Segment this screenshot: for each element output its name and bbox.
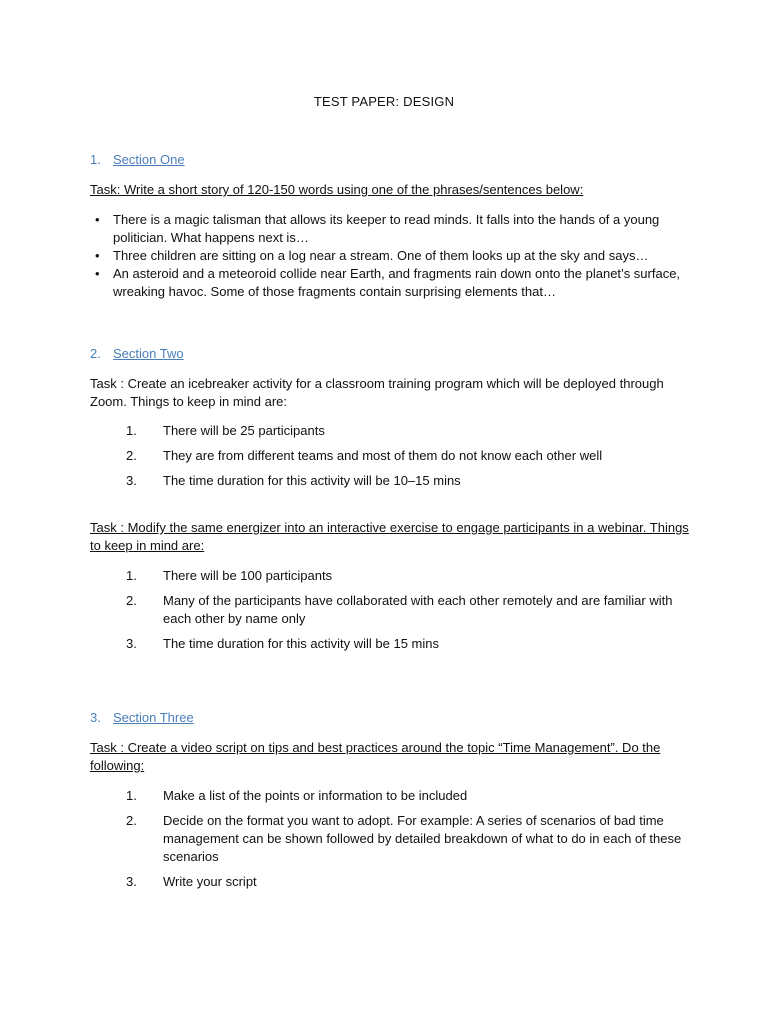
list-item — [126, 873, 686, 891]
bullet-icon: • — [95, 212, 100, 227]
section-three-heading — [90, 710, 194, 725]
list-item-text: There will be 25 participants — [163, 423, 325, 438]
section-number: 3. — [90, 710, 101, 725]
list-item-text: Many of the participants have collaborated with each other remotely and are familiar with each other by name only — [163, 593, 673, 626]
list-item-text: Decide on the format you want to adopt. For example: A series of scenarios of bad time management can be shown followed by detailed breakdown of what to do in each of these scenarios — [163, 813, 682, 864]
section-label: Section One — [113, 152, 185, 167]
section-one-heading — [90, 152, 185, 167]
bullet-icon: • — [95, 248, 100, 263]
list-item-text: Write your script — [163, 874, 257, 889]
section-two-list-1 — [126, 422, 686, 490]
list-item-text: There is a magic talisman that allows its keeper to read minds. It falls into the hands of a young politician. What happens next is… — [113, 212, 660, 245]
page-title: TEST PAPER: DESIGN — [313, 94, 455, 109]
item-number: 2. — [126, 813, 137, 828]
list-item — [90, 247, 690, 265]
section-one-task: Task: Write a short story of 120-150 words using one of the phrases/sentences below: — [90, 182, 584, 197]
list-item — [126, 592, 686, 628]
section-two-list-2 — [126, 567, 686, 653]
list-item — [126, 787, 686, 805]
item-number: 3. — [126, 874, 137, 889]
bullet-icon: • — [95, 266, 100, 281]
list-item — [90, 265, 690, 301]
list-item-text: There will be 100 participants — [163, 568, 333, 583]
list-item — [126, 422, 686, 440]
item-number: 2. — [126, 448, 137, 463]
section-two-task-1: Task : Create an icebreaker activity for a classroom training program which will be deployed through Zoom. Things to keep in mind are: — [90, 376, 664, 409]
list-item — [90, 211, 690, 247]
section-two-task-2: Task : Modify the same energizer into an interactive exercise to engage participants in a webinar. Things to keep in mind are: — [90, 520, 689, 553]
list-item — [126, 635, 686, 653]
section-label: Section Three — [113, 710, 194, 725]
section-three-task: Task : Create a video script on tips and best practices around the topic “Time Management”. Do the following: — [90, 740, 661, 773]
list-item-text: The time duration for this activity will be 15 mins — [163, 636, 439, 651]
list-item — [126, 472, 686, 490]
section-three-list — [126, 787, 686, 891]
item-number: 1. — [126, 423, 137, 438]
list-item — [126, 812, 686, 866]
section-number: 2. — [90, 346, 101, 361]
section-one-bullet-list — [90, 211, 690, 301]
section-number: 1. — [90, 152, 101, 167]
item-number: 1. — [126, 568, 137, 583]
item-number: 2. — [126, 593, 137, 608]
item-number: 3. — [126, 636, 137, 651]
list-item-text: Three children are sitting on a log near a stream. One of them looks up at the sky and says… — [113, 248, 649, 263]
section-two-heading — [90, 346, 184, 361]
list-item-text: Make a list of the points or information to be included — [163, 788, 468, 803]
list-item-text: They are from different teams and most of them do not know each other well — [163, 448, 603, 463]
list-item-text: The time duration for this activity will be 10–15 mins — [163, 473, 461, 488]
list-item-text: An asteroid and a meteoroid collide near Earth, and fragments rain down onto the planet’s surface, wreaking havoc. Some of those fragments contain surprising elements that… — [113, 266, 681, 299]
item-number: 1. — [126, 788, 137, 803]
list-item — [126, 567, 686, 585]
list-item — [126, 447, 686, 465]
section-label: Section Two — [113, 346, 184, 361]
item-number: 3. — [126, 473, 137, 488]
